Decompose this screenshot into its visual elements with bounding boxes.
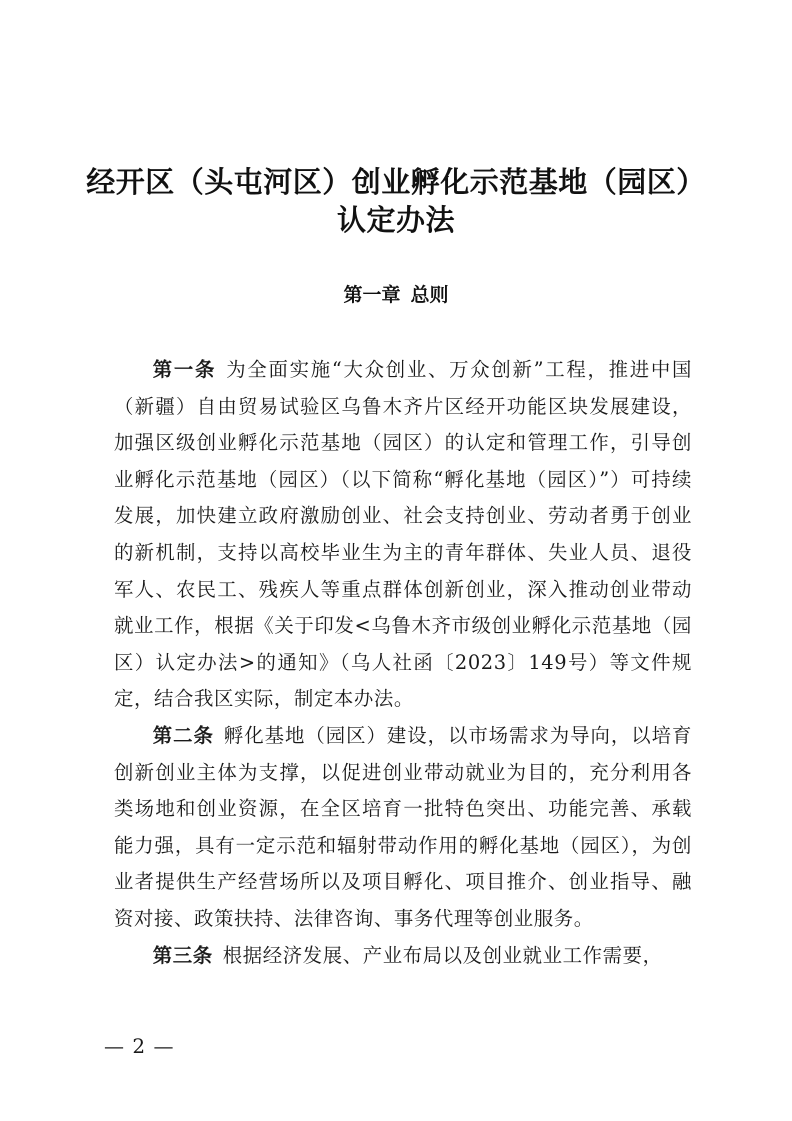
chapter-number: 第一章	[343, 284, 401, 306]
article-3	[114, 938, 692, 975]
article-2-text: 孵化基地（园区）建设，以市场需求为导向，以培育创新创业主体为支撑，以促进创业带动就业为目的，充分利用各类场地和创业资源，在全区培育一批特色突出、功能完善、承载能力强，具有一定示范和辐射带动作用的孵化基地（园区），为创业者提供生产经营场所以及项目孵化、项目推介、创业指导、融资对接、政策扶持、法律咨询、事务代理等创业服务。	[114, 723, 692, 930]
chapter-heading	[80, 282, 712, 308]
chapter-name: 总则	[410, 284, 449, 306]
article-3-label: 第三条	[152, 943, 213, 967]
article-1	[114, 352, 692, 718]
document-title-line-1: 经开区（头屯河区）创业孵化示范基地（园区）	[86, 165, 706, 199]
article-2	[114, 718, 692, 938]
document-title-line-2: 认定办法	[336, 203, 455, 237]
article-1-label: 第一条	[152, 358, 217, 381]
article-2-label: 第二条	[152, 723, 214, 747]
article-3-text: 根据经济发展、产业布局以及创业就业工作需要，	[222, 943, 663, 967]
article-1-text: 为全面实施“大众创业、万众创新”工程，推进中国（新疆）自由贸易试验区乌鲁木齐片区经开功能区块发展建设，加强区级创业孵化示范基地（园区）的认定和管理工作，引导创业孵化示范基地（园区）（以下简称“孵化基地（园区）”）可持续发展，加快建立政府激励创业、社会支持创业、劳动者勇于创业的新机制，支持以高校毕业生为主的青年群体、失业人员、退役军人、农民工、残疾人等重点群体创新创业，深入推动创业带动就业工作，根据《关于印发<乌鲁木齐市级创业孵化示范基地（园区）认定办法>的通知》（乌人社函〔2023〕149号）等文件规定，结合我区实际，制定本办法。	[114, 358, 692, 711]
page-number: — 2 —	[104, 1034, 175, 1058]
document-body	[114, 352, 692, 974]
